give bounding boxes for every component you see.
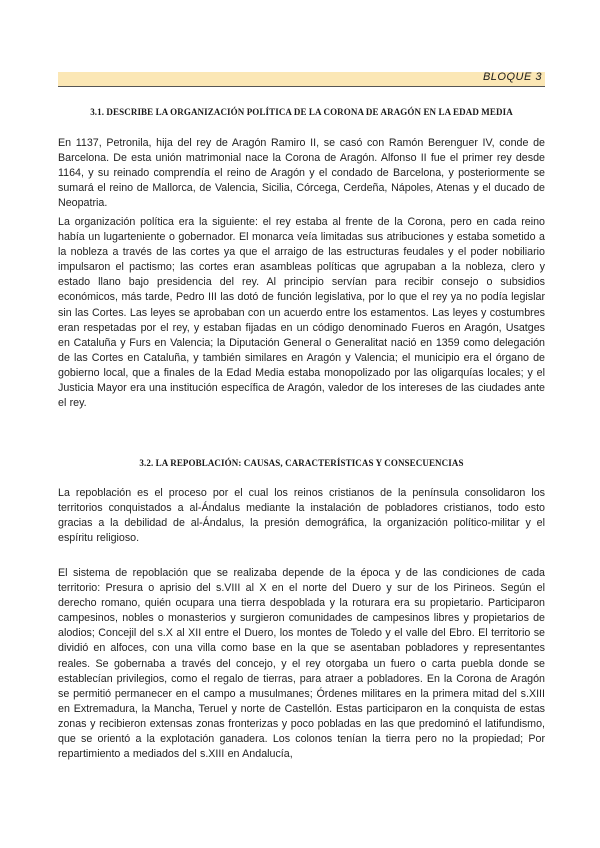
section-2-title: 3.2. LA REPOBLACIÓN: CAUSAS, CARACTERÍSTICAS Y CONSECUENCIAS — [139, 458, 464, 468]
block-label: BLOQUE 3 — [482, 71, 542, 83]
section-1-paragraph-2: La organización política era la siguiente: el rey estaba al frente de la Corona, pero en cada reino había un lugarteniente o gobernador. El monarca veía limitadas sus atribuciones y estaba sometido a la nobleza a través de las cortes ya que el arraigo de las estructuras feudales y el poder nobiliario impulsaron el pactismo; las cortes eran asambleas políticas que agrupaban a la nobleza, clero y estado llano bajo presidencia del rey. Al principio servían para recibir consejo o subsidios económicos, más tarde, Pedro III las dotó de función legislativa, por lo que el rey ya no podía legislar sin las Cortes. Las leyes se aprobaban con un acuerdo entre los estamentos. Las leyes y costumbres eran respetadas por el rey, y estaban fijadas en un código denominado Fueros en Aragón, Usatges en Cataluña y Furs en Valencia; la Diputación General o Generalitat nació en 1359 como delegación de las Cortes en Cataluña, y también similares en Aragón y Valencia; el municipio era el órgano de gobierno local, que a finales de la Edad Media estaba monopolizado por las oligarquías locales; y el Justicia Mayor era una institución específica de Aragón, valedor de los intereses de las ciudades ante el rey. — [58, 216, 545, 410]
section-2-paragraph-1: La repoblación es el proceso por el cual los reinos cristianos de la península consolidaron los territorios conquistados a al-Ándalus mediante la instalación de pobladores cristianos, todo esto gracias a la debilidad de al-Ándalus, la presión demográfica, la organización político-militar y el espíritu religioso. — [58, 487, 545, 545]
section-2-paragraph-2: El sistema de repoblación que se realizaba depende de la época y de las condiciones de cada territorio: Presura o aprisio del s.VIII al X en el norte del Duero y sur de los Pirineos. Según el derecho romano, quién ocupara una tierra despoblada y la roturara era su propietario. Participaron campesinos, nobles o monasterios y surgieron comunidades de campesinos libres y propietarios de alodios; Concejil del s.X al XII entre el Duero, los montes de Toledo y el valle del Ebro. El territorio se dividió en alfoces, con una villa como base en la que se asentaban pobladores y representantes reales. Se gobernaba a través del concejo, y el rey otorgaba un fuero o carta puebla donde se establecían privilegios, como el regalo de tierras, para atraer a pobladores. En la Corona de Aragón se permitió permanecer en el campo a musulmanes; Órdenes militares en la primera mitad del s.XIII en Extremadura, la Mancha, Teruel y norte de Castellón. Estas participaron en la conquista de estas zonas y recibieron extensas zonas fronterizas y poco pobladas en las que predominó el latifundismo, que se orientó a la explotación ganadera. Los colonos tenían la tierra pero no la propiedad; Por repartimiento a mediados del s.XIII en Andalucía, — [58, 567, 545, 761]
block-header-band — [58, 72, 545, 87]
section-1-title: 3.1. DESCRIBE LA ORGANIZACIÓN POLÍTICA DE LA CORONA DE ARAGÓN EN LA EDAD MEDIA — [90, 107, 513, 117]
section-1-paragraph-1: En 1137, Petronila, hija del rey de Aragón Ramiro II, se casó con Ramón Berenguer IV, conde de Barcelona. De esta unión matrimonial nace la Corona de Aragón. Alfonso II fue el primer rey desde 1164, y su reinado comprendía el reino de Aragón y el condado de Barcelona, y posteriormente se sumará el reino de Mallorca, de Valencia, Sicilia, Córcega, Cerdeña, Nápoles, Atenas y el ducado de Neopatria. — [58, 137, 545, 210]
